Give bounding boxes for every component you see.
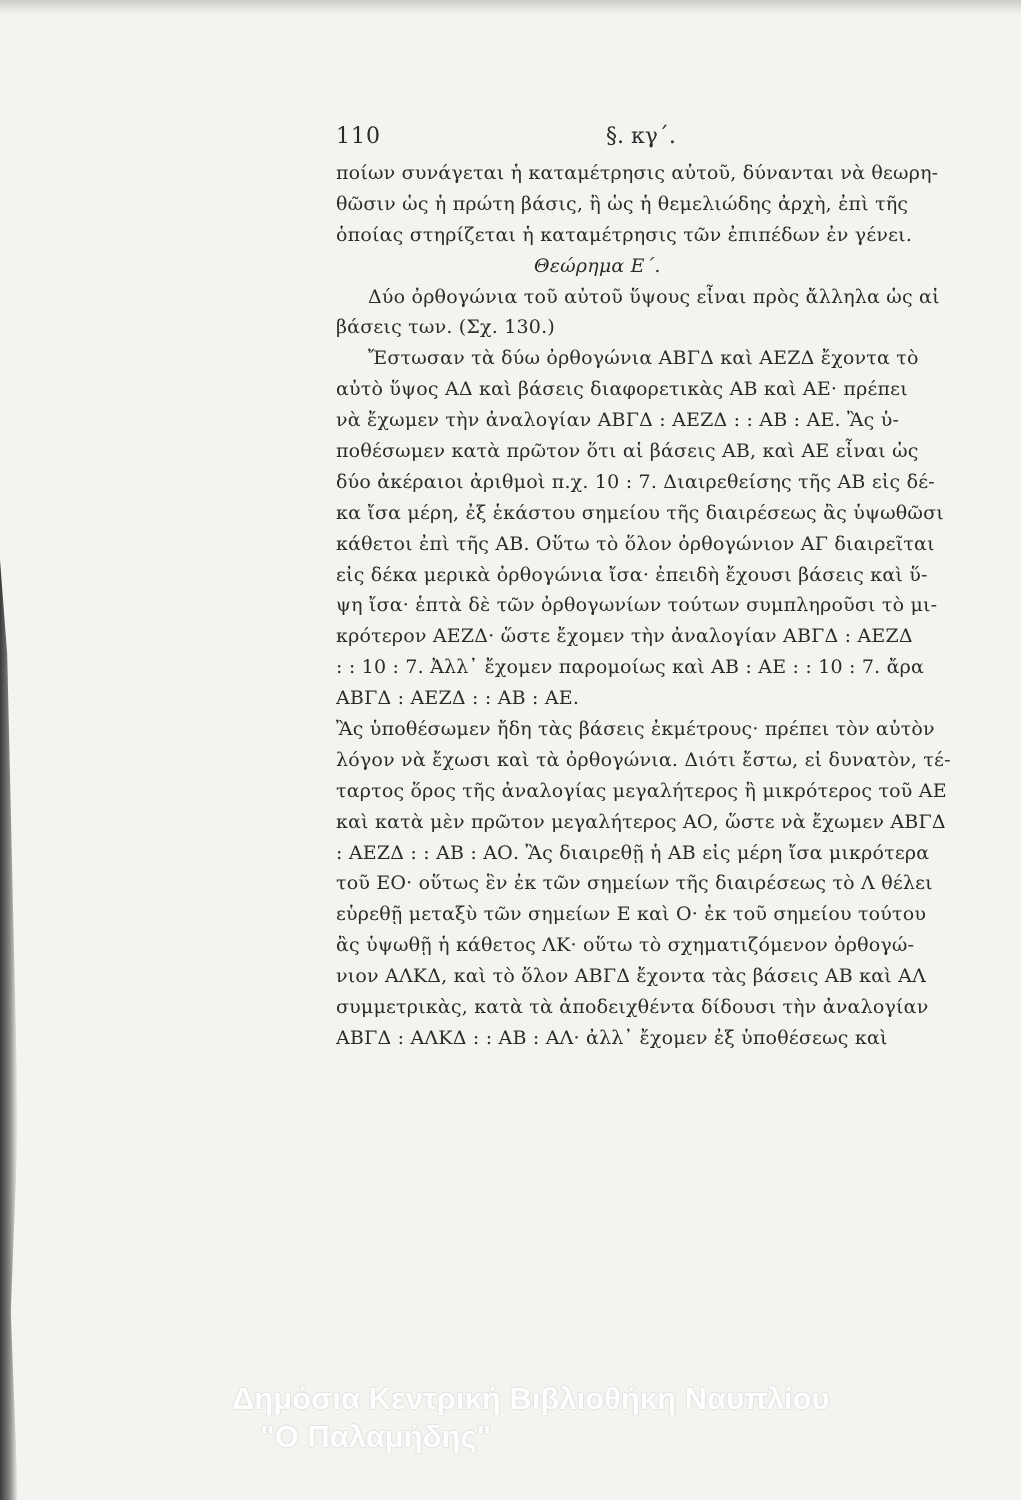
text-line: θῶσιν ὡς ἡ πρώτη βάσις, ἢ ὡς ἡ θεμελιώδης ἀρχὴ, ἐπὶ τῆς: [336, 192, 909, 215]
text-line: κρότερον ΑΕΖΔ· ὥστε ἔχομεν τὴν ἀναλογίαν ΑΒΓΔ : ΑΕΖΔ: [336, 625, 913, 648]
body-text: [336, 158, 951, 1054]
text-line: : ΑΕΖΔ : : ΑΒ : ΑΟ. Ἂς διαιρεθῇ ἡ ΑΒ εἰς μέρη ἴσα μικρότερα: [336, 841, 930, 864]
text-line: Δύο ὀρθογώνια τοῦ αὐτοῦ ὕψους εἶναι πρὸς ἄλληλα ὡς αἱ: [368, 285, 940, 308]
text-line: κα ἴσα μέρη, ἐξ ἑκάστου σημείου τῆς διαιρέσεως ἂς ὑψωθῶσι: [336, 501, 944, 524]
text-line: : : 10 : 7. Ἀλλ᾽ ἔχομεν παρομοίως καὶ ΑΒ : ΑΕ : : 10 : 7. ἄρα: [336, 656, 925, 679]
section-heading: §. κγ΄.: [606, 124, 676, 149]
text-line: ΑΒΓΔ : ΑΕΖΔ : : ΑΒ : ΑΕ.: [336, 687, 580, 710]
theorem-title: Θεώρημα Ε΄.: [534, 254, 661, 277]
text-line: εὑρεθῇ μεταξὺ τῶν σημείων Ε καὶ Ο· ἐκ τοῦ σημείου τούτου: [336, 903, 927, 926]
text-line: καὶ κατὰ μὲν πρῶτον μεγαλήτερος ΑΟ, ὥστε νὰ ἔχωμεν ΑΒΓΔ: [336, 810, 946, 833]
text-line: ποίων συνάγεται ἡ καταμέτρησις αὐτοῦ, δύνανται νὰ θεωρη-: [336, 162, 939, 184]
page-number: 110: [336, 124, 381, 149]
library-watermark: [232, 1380, 992, 1456]
text-line: ἂς ὑψωθῇ ἡ κάθετος ΛΚ· οὕτω τὸ σχηματιζόμενον ὀρθογώ-: [336, 934, 915, 957]
watermark-line-2: "Ο Παλαμήδης": [260, 1419, 492, 1454]
text-line: νιον ΑΛΚΔ, καὶ τὸ ὅλον ΑΒΓΔ ἔχοντα τὰς βάσεις ΑΒ καὶ ΑΛ: [336, 965, 927, 988]
text-line: λόγον νὰ ἔχωσι καὶ τὰ ὀρθογώνια. Διότι ἔστω, εἰ δυνατὸν, τέ-: [336, 748, 951, 771]
text-line: ψη ἴσα· ἑπτὰ δὲ τῶν ὀρθογωνίων τούτων συμπληροῦσι τὸ μι-: [336, 594, 938, 617]
text-line: ταρτος ὅρος τῆς ἀναλογίας μεγαλήτερος ἢ μικρότερος τοῦ ΑΕ: [336, 779, 947, 802]
text-line: εἰς δέκα μερικὰ ὀρθογώνια ἴσα· ἐπειδὴ ἔχουσι βάσεις καὶ ὕ-: [336, 563, 928, 586]
text-line: ΑΒΓΔ : ΑΛΚΔ : : ΑΒ : ΑΛ· ἀλλ᾽ ἔχομεν ἐξ ὑποθέσεως καὶ: [336, 1026, 888, 1049]
text-line: νὰ ἔχωμεν τὴν ἀναλογίαν ΑΒΓΔ : ΑΕΖΔ : : ΑΒ : ΑΕ. Ἂς ὑ-: [336, 409, 900, 432]
text-line: Ἔστωσαν τὰ δύω ὀρθογώνια ΑΒΓΔ καὶ ΑΕΖΔ ἔχοντα τὸ: [368, 347, 919, 370]
text-line: τοῦ ΕΟ· οὕτως ἓν ἐκ τῶν σημείων τῆς διαιρέσεως τὸ Λ θέλει: [336, 872, 933, 895]
text-line: ὁποίας στηρίζεται ἡ καταμέτρησις τῶν ἐπιπέδων ἐν γένει.: [336, 223, 913, 246]
text-line: κάθετοι ἐπὶ τῆς ΑΒ. Οὕτω τὸ ὅλον ὀρθογώνιον ΑΓ διαιρεῖται: [336, 532, 935, 555]
text-line: ποθέσωμεν κατὰ πρῶτον ὅτι αἱ βάσεις ΑΒ, καὶ ΑΕ εἶναι ὡς: [336, 440, 919, 463]
text-line: βάσεις των. (Σχ. 130.): [336, 316, 555, 339]
page-top-shadow: [0, 0, 1021, 14]
text-line: Ἂς ὑποθέσωμεν ἤδη τὰς βάσεις ἐκμέτρους· πρέπει τὸν αὐτὸν: [336, 718, 935, 741]
text-line: δύο ἀκέραιοι ἀριθμοὶ π.χ. 10 : 7. Διαιρεθείσης τῆς ΑΒ εἰς δέ-: [336, 470, 935, 493]
text-line: αὐτὸ ὕψος ΑΔ καὶ βάσεις διαφορετικὰς ΑΒ καὶ ΑΕ· πρέπει: [336, 378, 908, 401]
text-line: συμμετρικὰς, κατὰ τὰ ἀποδειχθέντα δίδουσι τὴν ἀναλογίαν: [336, 996, 929, 1019]
binding-edge-shadow: [0, 560, 18, 1500]
watermark-line-1: Δημόσια Κεντρική Βιβλιοθήκη Ναυπλίου: [232, 1381, 830, 1416]
